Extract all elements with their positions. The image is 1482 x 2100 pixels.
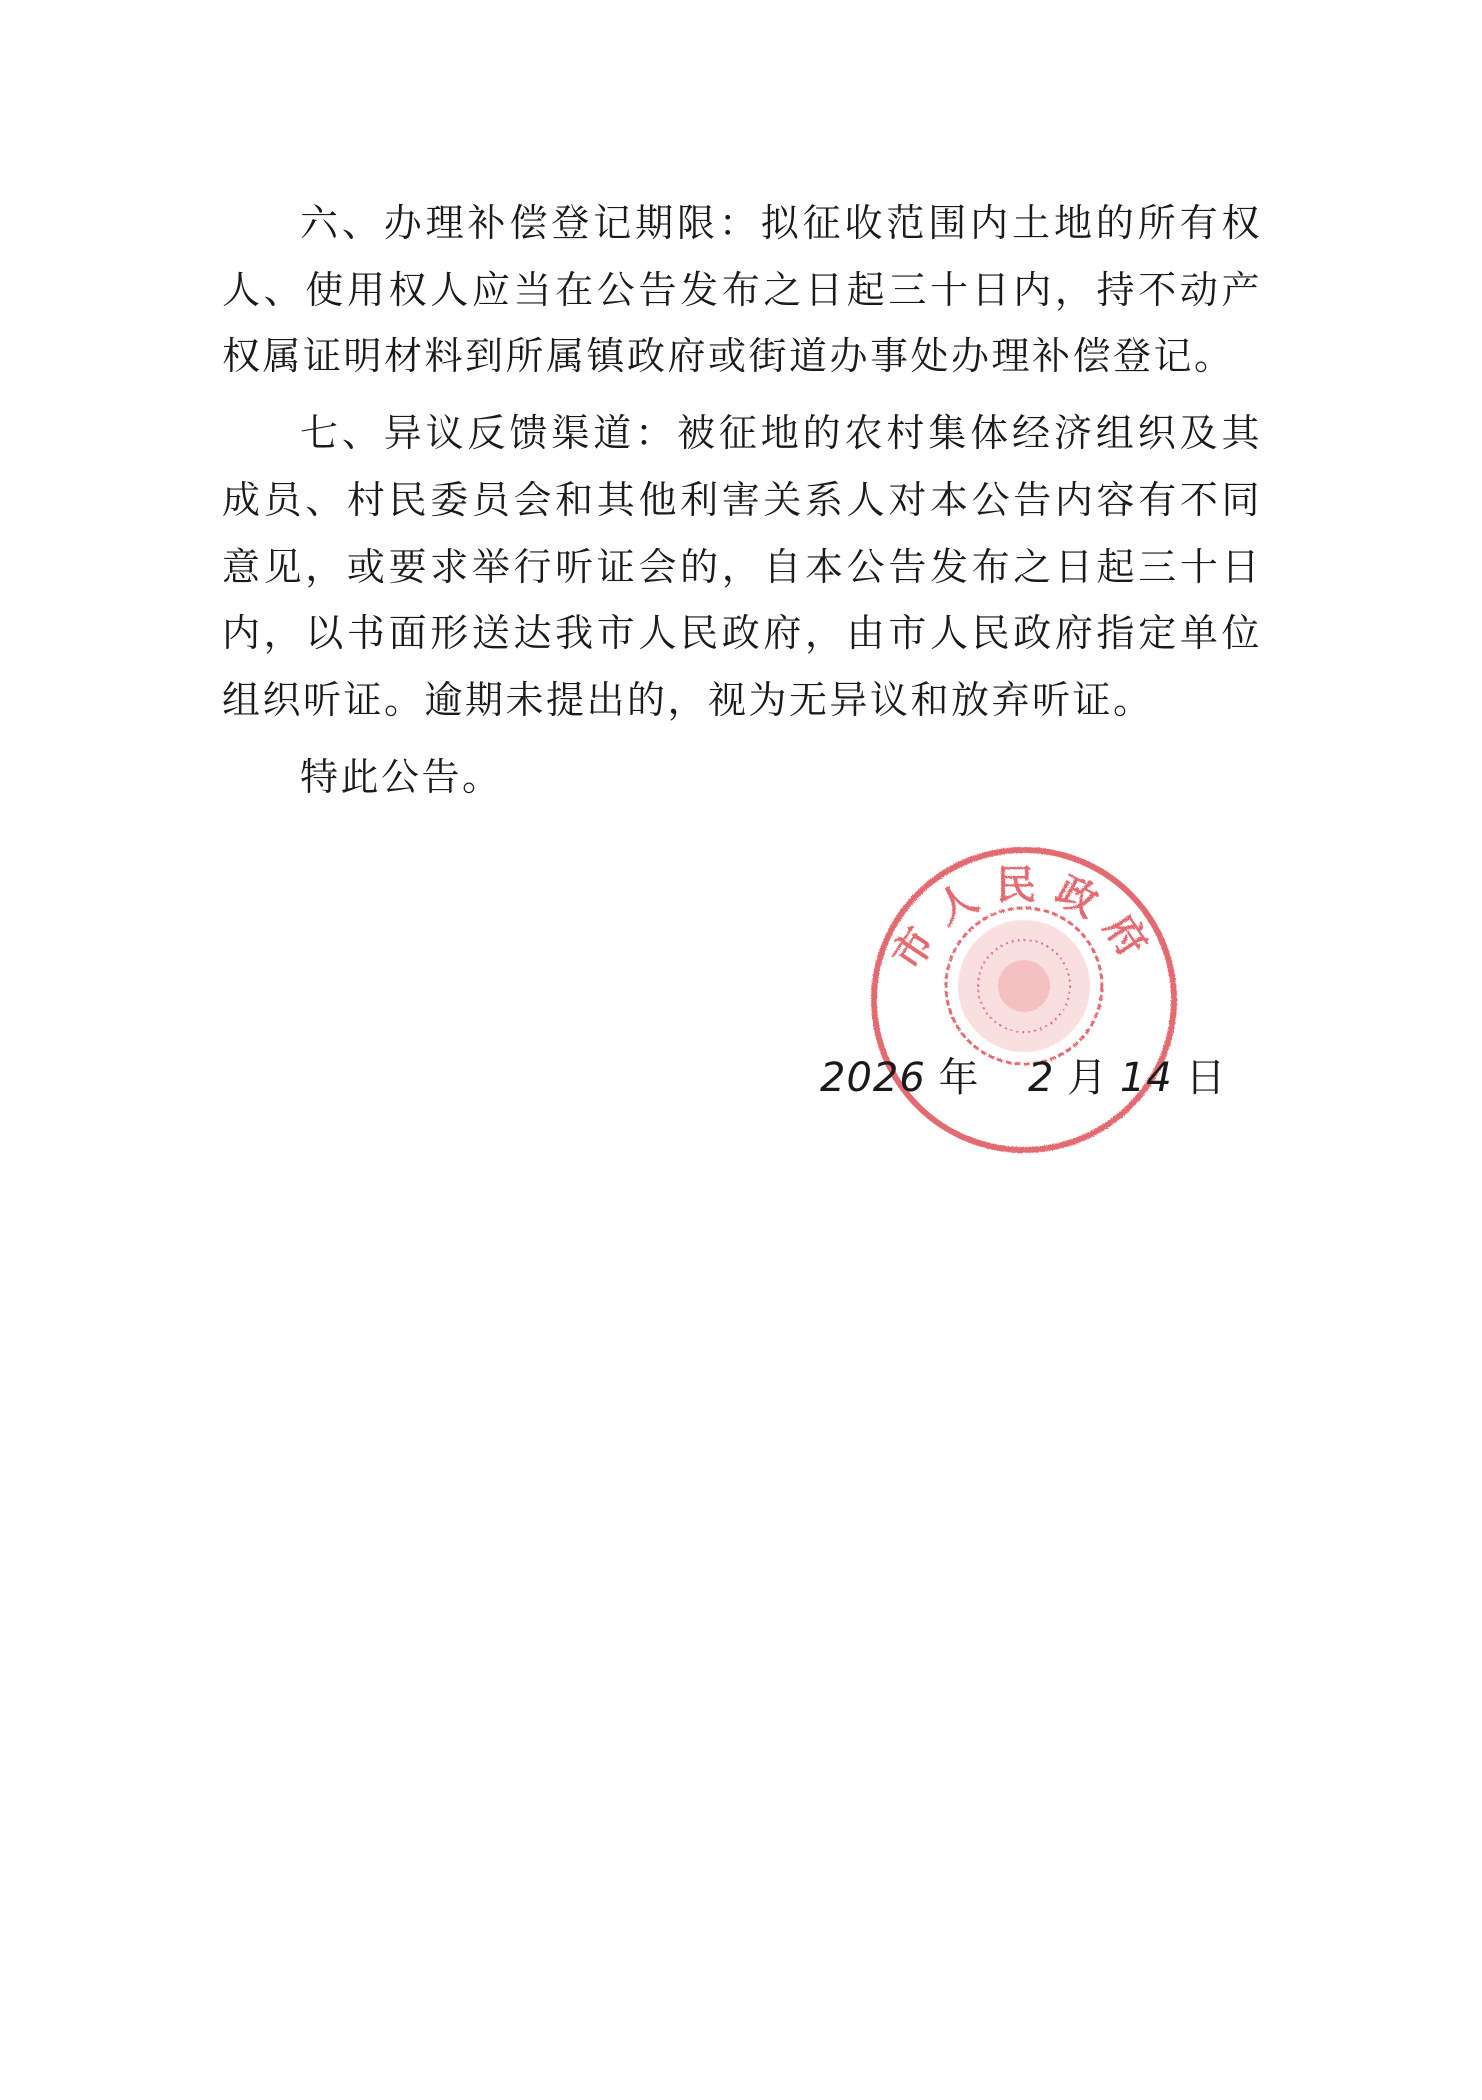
date-year: 2026	[820, 1055, 926, 1101]
date-month: 2	[1027, 1055, 1055, 1101]
date-day-label: 日	[1185, 1055, 1226, 1101]
notice-body	[222, 190, 1262, 810]
seal-text: 市人民政府	[882, 861, 1166, 979]
date-day: 14	[1119, 1055, 1173, 1101]
paragraph-objection-channel: 七、异议反馈渠道：被征地的农村集体经济组织及其成员、村民委员会和其他利害关系人对本公告内容有不同意见，或要求举行听证会的，自本公告发布之日起三十日内，以书面形送达我市人民政府，由市人民政府指定单位组织听证。逾期未提出的，视为无异议和放弃听证。	[222, 411, 1262, 722]
date-year-label: 年	[938, 1055, 979, 1101]
official-seal	[868, 844, 1180, 1156]
paragraph-closing: 特此公告。	[300, 754, 503, 799]
date-month-label: 月	[1067, 1055, 1108, 1101]
paragraph-registration-deadline: 六、办理补偿登记期限：拟征收范围内土地的所有权人、使用权人应当在公告发布之日起三十日内，持不动产权属证明材料到所属镇政府或街道办事处办理补偿登记。	[222, 201, 1262, 379]
signing-date	[820, 1048, 1225, 1108]
